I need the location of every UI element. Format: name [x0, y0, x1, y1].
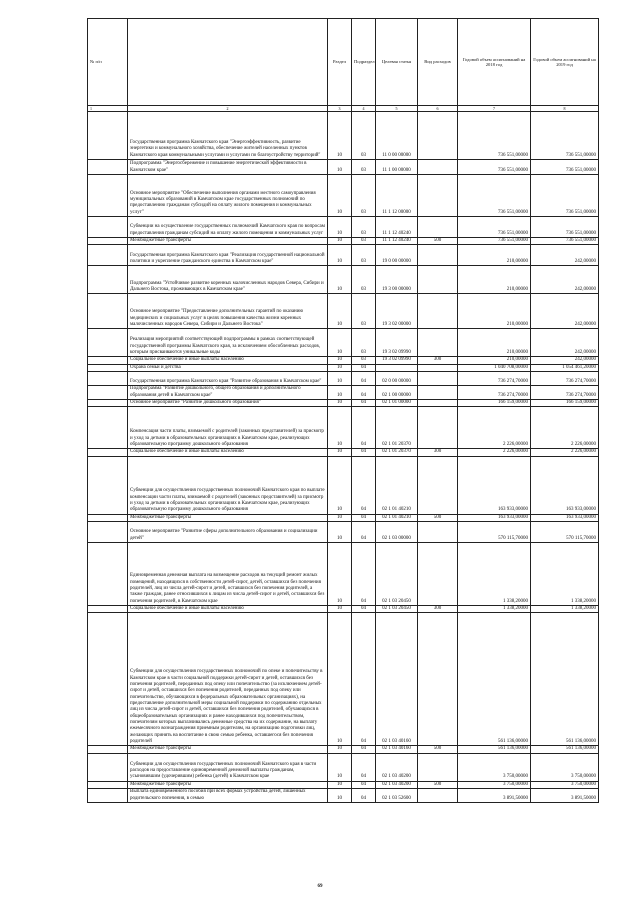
- cell-name: Субвенции для осуществления государственных полномочий Камчатского края в части расходов на предоставление единовременной денежной выплаты гражданам, усыновившим (удочерившим) ребенка (детей) в Камчатском крае: [128, 753, 328, 781]
- cell-expense-type: [418, 456, 458, 514]
- cell-expense-type: 500: [418, 781, 458, 788]
- cell-name: Подпрограмма "Устойчивое развитие коренных малочисленных народов Севера, Сибири и Дальнего Востока, проживающих в Камчатском крае": [128, 266, 328, 294]
- cell-volume-2018: 570 115,70000: [458, 522, 531, 543]
- cell-target-article: 11 1 12 00000: [376, 175, 418, 217]
- table-row: [88, 175, 599, 217]
- header-podrazdel: Подраздел: [352, 19, 376, 106]
- column-number: 7: [458, 106, 531, 112]
- cell-expense-type: [418, 160, 458, 175]
- cell-name: Социальное обеспечение и иные выплаты населению: [128, 606, 328, 613]
- table-row: [88, 357, 599, 364]
- cell-name: Основное мероприятие "Развитие дошкольного образования": [128, 400, 328, 407]
- column-number: 5: [376, 106, 418, 112]
- cell-volume-2018: 736 551,00000: [458, 217, 531, 238]
- table-row: [88, 456, 599, 514]
- cell-name: Государственная программа Камчатского края "Развитие образования в Камчатском крае": [128, 372, 328, 386]
- cell-expense-type: [418, 372, 458, 386]
- table-row: [88, 514, 599, 521]
- cell-volume-2018: 1 040 708,00000: [458, 364, 531, 371]
- column-number: 2: [128, 106, 328, 112]
- cell-razdel: 10: [328, 613, 352, 746]
- cell-target-article: 19 3 02 09990: [376, 357, 418, 364]
- header-name: [128, 19, 328, 106]
- cell-name: Межбюджетные трансферты: [128, 514, 328, 521]
- header-volume-2019: Годовой объем ассигнований на 2019 год: [531, 19, 599, 106]
- cell-podrazdel: 04: [352, 543, 376, 606]
- cell-expense-type: [418, 386, 458, 400]
- cell-target-article: 02 1 01 40210: [376, 514, 418, 521]
- cell-volume-2018: 210,00000: [458, 245, 531, 266]
- cell-expense-type: [418, 753, 458, 781]
- cell-expense-type: [418, 294, 458, 329]
- cell-podrazdel: 04: [352, 449, 376, 456]
- cell-name: Подпрограмма "Развитие дошкольного, общего образования и дополнительного образования детей в Камчатском крае": [128, 386, 328, 400]
- cell-expense-type: 300: [418, 449, 458, 456]
- page-number: 69: [317, 884, 323, 889]
- cell-expense-type: [418, 217, 458, 238]
- header-razdel: Раздел: [328, 19, 352, 106]
- cell-volume-2018: 210,00000: [458, 329, 531, 357]
- cell-name: Единовременная денежная выплата на возмещение расходов на текущий ремонт жилых помещений, находящихся в собственности детей-сирот, детей, оставшихся без попечения родителей, лиц из числа детей-сирот и детей, оставшихся без попечения родителей, а также граждан, ранее относившихся к лицам из числа детей-сирот и детей, оставшихся без попечения родителей, в Камчатском крае: [128, 543, 328, 606]
- cell-target-article: 02 1 01 20370: [376, 449, 418, 456]
- cell-num: [88, 238, 128, 245]
- cell-name: Компенсация части платы, взимаемой с родителей (законных представителей) за присмотр и уход за детьми в образовательных организациях в Камчатском крае, реализующих образовательную программу дошкольного образования: [128, 407, 328, 449]
- table-row: [88, 613, 599, 746]
- table-row: [88, 329, 599, 357]
- cell-volume-2019: 3 750,00000: [531, 753, 599, 781]
- table-row: [88, 386, 599, 400]
- cell-razdel: 10: [328, 514, 352, 521]
- header-num: № п/п: [88, 19, 128, 106]
- cell-razdel: 10: [328, 372, 352, 386]
- cell-name: Подпрограмма "Энергосбережение и повышение энергетической эффективности в Камчатском крае": [128, 160, 328, 175]
- cell-target-article: 19 3 02 09990: [376, 329, 418, 357]
- cell-razdel: 10: [328, 294, 352, 329]
- cell-volume-2019: 736 551,00000: [531, 175, 599, 217]
- cell-razdel: 10: [328, 407, 352, 449]
- cell-volume-2018: 561 136,00000: [458, 746, 531, 753]
- table-row: [88, 364, 599, 371]
- cell-expense-type: [418, 364, 458, 371]
- cell-volume-2018: 736 551,00000: [458, 160, 531, 175]
- cell-expense-type: [418, 266, 458, 294]
- cell-podrazdel: 03: [352, 245, 376, 266]
- cell-num: [88, 514, 128, 521]
- cell-name: Межбюджетные трансферты: [128, 781, 328, 788]
- cell-podrazdel: 04: [352, 606, 376, 613]
- cell-volume-2018: 3 750,00000: [458, 781, 531, 788]
- cell-razdel: 10: [328, 789, 352, 803]
- cell-volume-2018: 2 226,00000: [458, 407, 531, 449]
- cell-target-article: 02 0 00 00000: [376, 372, 418, 386]
- cell-name: Основное мероприятие "Развитие сферы дополнительного образования и социализации детей": [128, 522, 328, 543]
- cell-num: [88, 522, 128, 543]
- cell-expense-type: 500: [418, 746, 458, 753]
- cell-expense-type: 500: [418, 238, 458, 245]
- cell-volume-2019: 736 274,70000: [531, 386, 599, 400]
- cell-name: Реализация мероприятий соответствующей подпрограммы в рамках соответствующей государственной программы Камчатского края, за исключением обособленных расходов, которым присваиваются уникальные коды: [128, 329, 328, 357]
- cell-num: [88, 245, 128, 266]
- cell-target-article: 11 1 12 40240: [376, 217, 418, 238]
- cell-razdel: 10: [328, 217, 352, 238]
- cell-num: [88, 449, 128, 456]
- cell-volume-2019: 570 115,70000: [531, 522, 599, 543]
- cell-razdel: 10: [328, 781, 352, 788]
- cell-expense-type: [418, 245, 458, 266]
- cell-razdel: 10: [328, 449, 352, 456]
- table-row: [88, 543, 599, 606]
- cell-razdel: 10: [328, 364, 352, 371]
- cell-name: Основное мероприятие "Предоставление дополнительных гарантий по оказанию медицинских и социальных услуг в целях повышения качества жизни коренных малочисленных народов Севера, Сибири и Дальнего Востока": [128, 294, 328, 329]
- cell-num: [88, 746, 128, 753]
- cell-razdel: 10: [328, 522, 352, 543]
- cell-podrazdel: 04: [352, 781, 376, 788]
- cell-target-article: 02 1 01 00000: [376, 400, 418, 407]
- cell-razdel: 10: [328, 746, 352, 753]
- cell-num: [88, 543, 128, 606]
- header-target-article: Целевая статья: [376, 19, 418, 106]
- cell-name: Основное мероприятие "Обеспечение выполнения органами местного самоуправления муниципальных образований в Камчатском крае государственных полномочий по предоставлению гражданам субсидий на оплату жилого помещения и коммунальных услуг": [128, 175, 328, 217]
- cell-razdel: 10: [328, 543, 352, 606]
- cell-podrazdel: 04: [352, 746, 376, 753]
- cell-volume-2019: 3 750,00000: [531, 781, 599, 788]
- cell-volume-2018: 736 274,70000: [458, 386, 531, 400]
- table-row: [88, 449, 599, 456]
- cell-target-article: [376, 364, 418, 371]
- cell-num: [88, 364, 128, 371]
- cell-num: [88, 175, 128, 217]
- column-number: 8: [531, 106, 599, 112]
- cell-num: [88, 357, 128, 364]
- cell-volume-2018: 163 933,00000: [458, 514, 531, 521]
- cell-num: [88, 266, 128, 294]
- table-row: [88, 606, 599, 613]
- cell-razdel: 10: [328, 245, 352, 266]
- cell-volume-2018: 561 136,00000: [458, 613, 531, 746]
- cell-target-article: 11 1 12 40240: [376, 238, 418, 245]
- cell-volume-2018: 3 750,00000: [458, 753, 531, 781]
- cell-expense-type: [418, 400, 458, 407]
- cell-volume-2019: 561 136,00000: [531, 613, 599, 746]
- cell-expense-type: 300: [418, 357, 458, 364]
- table-row: [88, 746, 599, 753]
- cell-volume-2018: 1 338,20000: [458, 543, 531, 606]
- cell-num: [88, 112, 128, 160]
- cell-num: [88, 160, 128, 175]
- column-number: 4: [352, 106, 376, 112]
- table-row: [88, 245, 599, 266]
- cell-volume-2018: 1 338,20000: [458, 606, 531, 613]
- table-row: [88, 217, 599, 238]
- cell-podrazdel: 03: [352, 175, 376, 217]
- cell-num: [88, 407, 128, 449]
- cell-razdel: 10: [328, 357, 352, 364]
- cell-razdel: 10: [328, 238, 352, 245]
- cell-volume-2019: 242,00000: [531, 357, 599, 364]
- cell-expense-type: [418, 329, 458, 357]
- table-row: [88, 238, 599, 245]
- cell-volume-2019: 242,00000: [531, 329, 599, 357]
- cell-num: [88, 386, 128, 400]
- cell-name: Государственная программа Камчатского края "Энергоэффективность, развитие энергетики и коммунального хозяйства, обеспечение жителей населенных пунктов Камчатского края коммунальными услугами и услугами по благоустройству территорий": [128, 112, 328, 160]
- cell-target-article: 19 3 00 00000: [376, 266, 418, 294]
- cell-name: Межбюджетные трансферты: [128, 238, 328, 245]
- cell-num: [88, 789, 128, 803]
- cell-razdel: 10: [328, 175, 352, 217]
- cell-target-article: 19 3 02 00000: [376, 294, 418, 329]
- cell-num: [88, 294, 128, 329]
- table-row: [88, 372, 599, 386]
- cell-volume-2018: 210,00000: [458, 266, 531, 294]
- cell-volume-2018: 736 551,00000: [458, 175, 531, 217]
- cell-volume-2019: 1 054 461,20000: [531, 364, 599, 371]
- cell-podrazdel: 03: [352, 329, 376, 357]
- table-row: [88, 522, 599, 543]
- cell-target-article: 02 1 01 20370: [376, 407, 418, 449]
- cell-volume-2018: 736 551,00000: [458, 238, 531, 245]
- cell-target-article: 11 0 00 00000: [376, 112, 418, 160]
- budget-table: [87, 18, 599, 803]
- cell-target-article: 02 1 03 40200: [376, 753, 418, 781]
- cell-target-article: 02 1 03 52600: [376, 789, 418, 803]
- cell-razdel: 10: [328, 266, 352, 294]
- cell-volume-2018: 736 551,00000: [458, 112, 531, 160]
- cell-podrazdel: 04: [352, 386, 376, 400]
- table-body: [88, 106, 599, 803]
- table-row: [88, 294, 599, 329]
- cell-volume-2019: 1 338,20000: [531, 543, 599, 606]
- cell-expense-type: [418, 175, 458, 217]
- cell-target-article: 02 1 03 40200: [376, 781, 418, 788]
- cell-num: [88, 217, 128, 238]
- cell-podrazdel: 04: [352, 456, 376, 514]
- cell-expense-type: [418, 613, 458, 746]
- cell-volume-2018: 210,00000: [458, 357, 531, 364]
- table-row: [88, 112, 599, 160]
- cell-target-article: 02 1 03 20450: [376, 606, 418, 613]
- cell-razdel: 10: [328, 160, 352, 175]
- cell-podrazdel: 03: [352, 160, 376, 175]
- cell-name: Выплата единовременного пособия при всех формах устройства детей, лишенных родительского попечения, в семью: [128, 789, 328, 803]
- cell-volume-2018: 163 933,00000: [458, 456, 531, 514]
- cell-podrazdel: 04: [352, 789, 376, 803]
- cell-target-article: 02 1 01 40210: [376, 456, 418, 514]
- cell-razdel: 10: [328, 606, 352, 613]
- cell-volume-2019: 736 551,00000: [531, 217, 599, 238]
- cell-podrazdel: 03: [352, 294, 376, 329]
- cell-volume-2019: 163 933,00000: [531, 514, 599, 521]
- cell-volume-2019: 736 551,00000: [531, 112, 599, 160]
- column-number: 3: [328, 106, 352, 112]
- cell-volume-2018: 166 159,00000: [458, 400, 531, 407]
- cell-expense-type: [418, 522, 458, 543]
- cell-name: Субвенции для осуществления государственных полномочий Камчатского края по выплате компенсации части платы, взимаемой с родителей (законных представителей) за присмотр и уход за детьми в образовательных организациях в Камчатском крае, реализующих образовательную программу дошкольного образования: [128, 456, 328, 514]
- table-row: [88, 789, 599, 803]
- table-row: [88, 407, 599, 449]
- cell-podrazdel: 04: [352, 514, 376, 521]
- cell-volume-2018: 2 226,00000: [458, 449, 531, 456]
- cell-num: [88, 606, 128, 613]
- cell-volume-2018: 736 274,70000: [458, 372, 531, 386]
- cell-expense-type: [418, 407, 458, 449]
- cell-podrazdel: 04: [352, 407, 376, 449]
- cell-podrazdel: 03: [352, 217, 376, 238]
- cell-volume-2019: 3 891,50000: [531, 789, 599, 803]
- cell-volume-2019: 242,00000: [531, 294, 599, 329]
- cell-target-article: 02 1 00 00000: [376, 386, 418, 400]
- cell-expense-type: [418, 789, 458, 803]
- cell-name: Государственная программа Камчатского края "Реализация государственной национальной политики и укрепление гражданского единства в Камчатском крае": [128, 245, 328, 266]
- cell-num: [88, 781, 128, 788]
- cell-podrazdel: 04: [352, 372, 376, 386]
- cell-volume-2019: 2 226,00000: [531, 449, 599, 456]
- cell-num: [88, 372, 128, 386]
- cell-volume-2019: 163 933,00000: [531, 456, 599, 514]
- cell-target-article: 02 1 03 20450: [376, 543, 418, 606]
- cell-podrazdel: 03: [352, 266, 376, 294]
- cell-podrazdel: 04: [352, 364, 376, 371]
- cell-name: Межбюджетные трансферты: [128, 746, 328, 753]
- cell-volume-2019: 242,00000: [531, 266, 599, 294]
- cell-name: Субвенции для осуществления государственных полномочий по опеке и попечительству в Камчатском крае в части социальной поддержки детей-сирот и детей, оставшихся без попечения родителей, переданных под опеку или попечительство (за исключением детей-сирот и детей, оставшихся без попечения родителей, переданных под опеку или попечительство, обучающихся в федеральных образовательных организациях), на предоставление дополнительной меры социальной поддержки по содержанию отдельных лиц из числа детей-сирот и детей, оставшихся без попечения родителей, обучающихся в общеобразовательных организациях и ранее находившихся под попечительством, попечителям которых выплачивались денежные средства на их содержание, на выплату ежемесячного вознаграждения приемным родителям, на организацию подготовки лиц, желающих принять на воспитание в свою семью ребенка, оставшегося без попечения родителей: [128, 613, 328, 746]
- header-expense-type: Вид расходов: [418, 19, 458, 106]
- cell-podrazdel: 04: [352, 613, 376, 746]
- cell-podrazdel: 03: [352, 357, 376, 364]
- cell-target-article: 02 1 03 40160: [376, 746, 418, 753]
- cell-expense-type: [418, 112, 458, 160]
- cell-target-article: 02 1 03 00000: [376, 522, 418, 543]
- cell-target-article: 11 1 00 00000: [376, 160, 418, 175]
- cell-podrazdel: 04: [352, 400, 376, 407]
- cell-num: [88, 329, 128, 357]
- cell-volume-2018: 210,00000: [458, 294, 531, 329]
- cell-podrazdel: 03: [352, 112, 376, 160]
- cell-name: Социальное обеспечение и иные выплаты населению: [128, 357, 328, 364]
- cell-num: [88, 753, 128, 781]
- cell-volume-2018: 3 891,50000: [458, 789, 531, 803]
- cell-podrazdel: 03: [352, 238, 376, 245]
- cell-volume-2019: 2 226,00000: [531, 407, 599, 449]
- cell-volume-2019: 736 551,00000: [531, 238, 599, 245]
- header-row: [88, 19, 599, 106]
- cell-expense-type: 500: [418, 514, 458, 521]
- cell-target-article: 19 0 00 00000: [376, 245, 418, 266]
- cell-volume-2019: 1 338,20000: [531, 606, 599, 613]
- cell-num: [88, 400, 128, 407]
- cell-volume-2019: 736 274,70000: [531, 372, 599, 386]
- table-row: [88, 400, 599, 407]
- cell-razdel: 10: [328, 753, 352, 781]
- cell-volume-2019: 736 551,00000: [531, 160, 599, 175]
- cell-razdel: 10: [328, 112, 352, 160]
- cell-razdel: 10: [328, 400, 352, 407]
- cell-volume-2019: 166 159,00000: [531, 400, 599, 407]
- cell-razdel: 10: [328, 329, 352, 357]
- cell-volume-2019: 561 136,00000: [531, 746, 599, 753]
- cell-name: Охрана семьи и детства: [128, 364, 328, 371]
- column-number: 6: [418, 106, 458, 112]
- cell-num: [88, 456, 128, 514]
- cell-podrazdel: 04: [352, 522, 376, 543]
- table-row: [88, 781, 599, 788]
- cell-name: Субвенции на осуществление государственных полномочий Камчатского края по вопросам предоставления гражданам субсидий на оплату жилого помещения и коммунальных услуг: [128, 217, 328, 238]
- table-row: [88, 266, 599, 294]
- table-row: [88, 753, 599, 781]
- cell-expense-type: [418, 543, 458, 606]
- cell-razdel: 10: [328, 456, 352, 514]
- cell-name: Социальное обеспечение и иные выплаты населению: [128, 449, 328, 456]
- cell-volume-2019: 242,00000: [531, 245, 599, 266]
- header-volume-2018: Годовой объем ассигнований на 2018 год: [458, 19, 531, 106]
- cell-num: [88, 613, 128, 746]
- cell-razdel: 10: [328, 386, 352, 400]
- column-number: 1: [88, 106, 128, 112]
- cell-expense-type: 300: [418, 606, 458, 613]
- table-row: [88, 160, 599, 175]
- cell-podrazdel: 04: [352, 753, 376, 781]
- cell-target-article: 02 1 03 40160: [376, 613, 418, 746]
